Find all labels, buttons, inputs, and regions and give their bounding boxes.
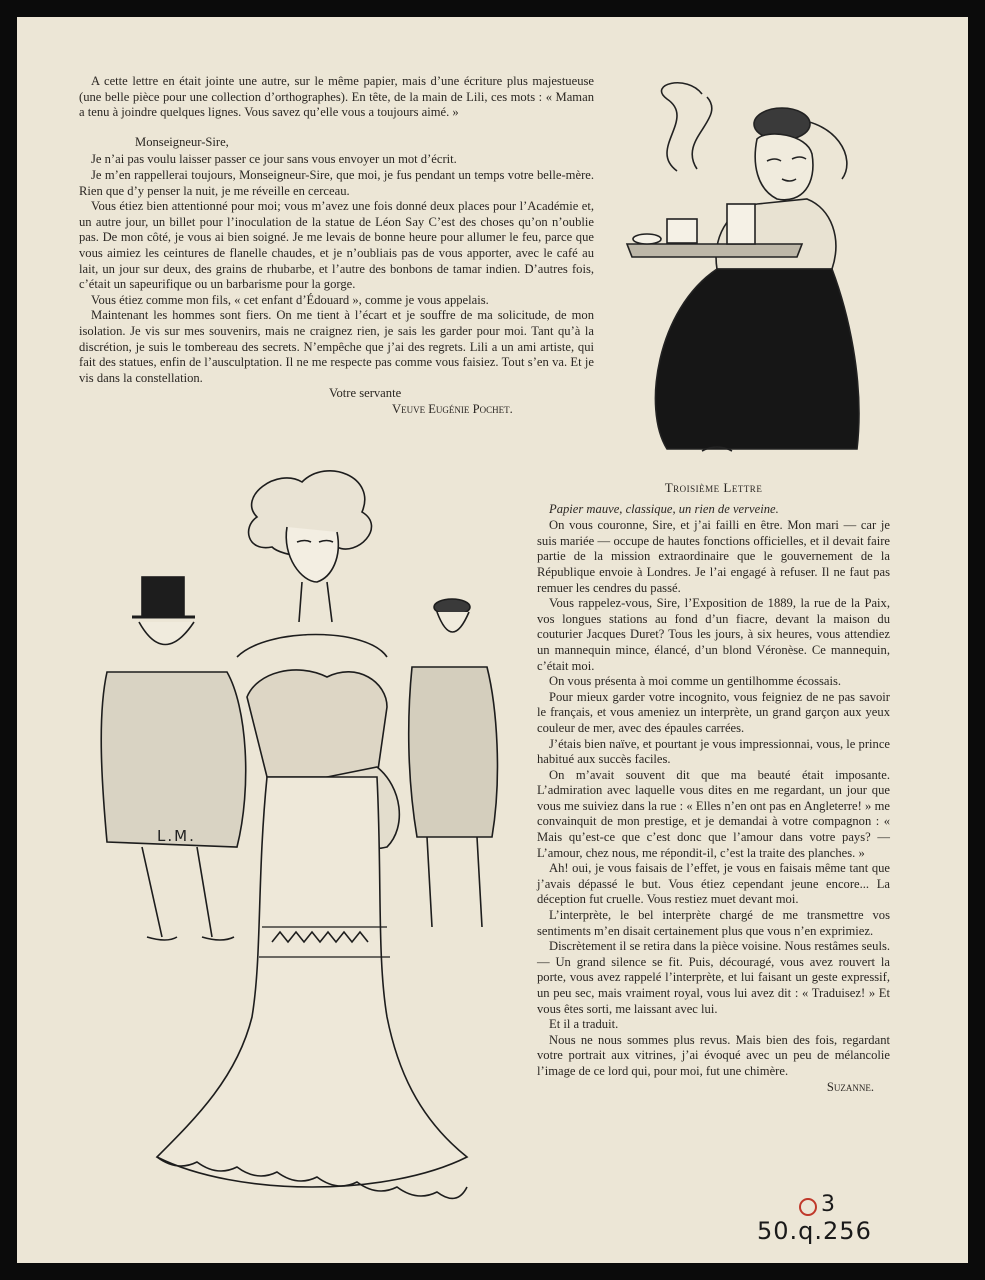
- letter3-signature: Suzanne.: [826, 1079, 874, 1094]
- page-number: 3: [821, 1192, 836, 1217]
- maid-with-tray-illustration: [607, 79, 867, 459]
- letter3-subtitle: Papier mauve, classique, un rien de verveine.: [549, 501, 779, 516]
- letter3-paragraph: Vous rappelez-vous, Sire, l’Exposition de 1889, la rue de la Paix, vos longues stations au fond d’un fiacre, devant la maison du couturier Jacques Duret? Tous les jours, à six heures, vous attendiez un mannequin mince, élancé, d’un blond Véronèse. Ce mannequin, c’était moi.: [537, 596, 890, 673]
- letter2-paragraph: Maintenant les hommes sont fiers. On me tient à l’écart et je souffre de ma solicitude, de mon isolation. Je vis sur mes souvenirs, mais ne craignez rien, je sais les garder pour moi. Tant qu’à la discrétion, je suis le tombereau des secrets. N’empêche que j’ai des regrets. Lili a un ami artiste, qui fait des statues, enfin de l’ausculptation. Il ne me respecte pas comme vous faisiez. Tout s’en va. Et je vis dans la constellation.: [79, 308, 594, 385]
- letter2-paragraph: Je n’ai pas voulu laisser passer ce jour sans vous envoyer un mot d’écrit.: [91, 152, 457, 167]
- letter3-heading: Troisième Lettre: [664, 480, 763, 495]
- letter3-paragraph: L’interprète, le bel interprète chargé de me transmettre vos sentiments m’en disait certainement plus que vous n’en exprimiez.: [537, 908, 890, 938]
- letter3-paragraph: On m’avait souvent dit que ma beauté était imposante. L’admiration avec laquelle vous dites en me regardant, un jour que vous me suiviez dans la rue : « Elles n’en ont pas en Angleterre! » me convainquit de mon prestige, et je demandai à votre compagnon : « Mais qu’est-ce que c’est donc que l’amour dans votre pays? — L’amour, chez nous, me répondit-il, c’est la traite des planches. »: [537, 767, 890, 860]
- letter2-signature: Veuve Eugénie Pochet.: [392, 401, 513, 416]
- letter3-paragraph: Nous ne nous sommes plus revus. Mais bien des fois, regardant votre portrait aux vitrines, j’ai évoqué avec un peu de mélancolie l’image de ce lord qui, pour moi, fut une chimère.: [537, 1032, 890, 1078]
- letter3-paragraph: On vous couronne, Sire, et j’ai failli en être. Mon mari — car je suis mariée — occupe de hautes fonctions officielles, et il devait faire partie de la mission extraordinaire que le gouvernement de la République envoie à Londres. Je l’ai engagé à refuser. Il ne faut pas remuer les cendres du passé.: [537, 518, 890, 595]
- letter3-block: [537, 480, 890, 1095]
- shelfmark: 50.q.256: [757, 1217, 872, 1245]
- archive-page-number: [799, 1192, 836, 1217]
- letter2-paragraph: Vous étiez bien attentionné pour moi; vous m’avez une fois donné deux places pour l’Académie et, un autre jour, un billet pour l’inoculation de la statue de Léon Say C’est des choses qu’on n’oublie pas. De mon côté, je vous ai bien soigné. Je me levais de bonne heure pour allumer le feu, parce que vous aimiez les ceintures de flanelle chaudes, et je n’oubliais pas de vous apporter, avec le café au lait, un jour sur deux, des grains de rhubarbe, et l’autre des bonbons de tamar indien. D’autres fois, c’était un sapeurifique ou un barbarisme pour la gorge.: [79, 199, 594, 292]
- letter3-paragraph: Ah! oui, je vous faisais de l’effet, je vous en faisais même tant que j’avais dépassé le but. Vous étiez cependant jeune encore... La déception fut cruelle. Vous restiez muet devant moi.: [537, 861, 890, 907]
- letter2-closing: Votre servante: [329, 386, 402, 401]
- letter3-paragraph: Pour mieux garder votre incognito, vous feigniez de ne pas savoir le français, et vous ameniez un interprète, un grand garçon aux yeux couleur de mer, avec des épaules carrées.: [537, 689, 890, 735]
- letter2-paragraph: Vous étiez comme mon fils, « cet enfant d’Édouard », comme je vous appelais.: [91, 292, 489, 307]
- letter2-paragraph: Je m’en rappellerai toujours, Monseigneur-Sire, que moi, je fus pendant un temps votre belle-mère. Rien que d’y penser la nuit, je me réveille en cerceau.: [79, 167, 594, 198]
- letter2-block: [79, 74, 594, 417]
- letter2-salutation: Monseigneur-Sire,: [135, 134, 229, 149]
- archive-stamp-circle: [799, 1198, 817, 1216]
- page-sheet: [17, 17, 968, 1263]
- artist-signature: L.M.: [157, 827, 196, 845]
- letter2-intro: A cette lettre en était jointe une autre, sur le même papier, mais d’une écriture plus majestueuse (une belle pièce pour une collection d’orthographes). En tête, de la main de Lili, ces mots : « Maman a tenu à joindre quelques lignes. Vous savez qu’elle vous a toujours aimé. »: [79, 74, 594, 120]
- lady-and-two-gentlemen-illustration: [87, 457, 517, 1237]
- letter3-paragraph: Discrètement il se retira dans la pièce voisine. Nous restâmes seuls. — Un grand silence se fit. Puis, découragé, vous avez rouvert la porte, vous avez rappelé l’interprète, et lui faisant un geste expressif, un peu sec, mais vraiment royal, vous lui avez dit : « Traduisez! » Et vous êtes sorti, me laissant avec lui.: [537, 939, 890, 1016]
- letter3-paragraph: J’étais bien naïve, et pourtant je vous impressionnai, vous, le prince habitué aux succès faciles.: [537, 736, 890, 767]
- letter3-paragraph: Et il a traduit.: [549, 1017, 619, 1032]
- letter3-paragraph: On vous présenta à moi comme un gentilhomme écossais.: [549, 674, 842, 689]
